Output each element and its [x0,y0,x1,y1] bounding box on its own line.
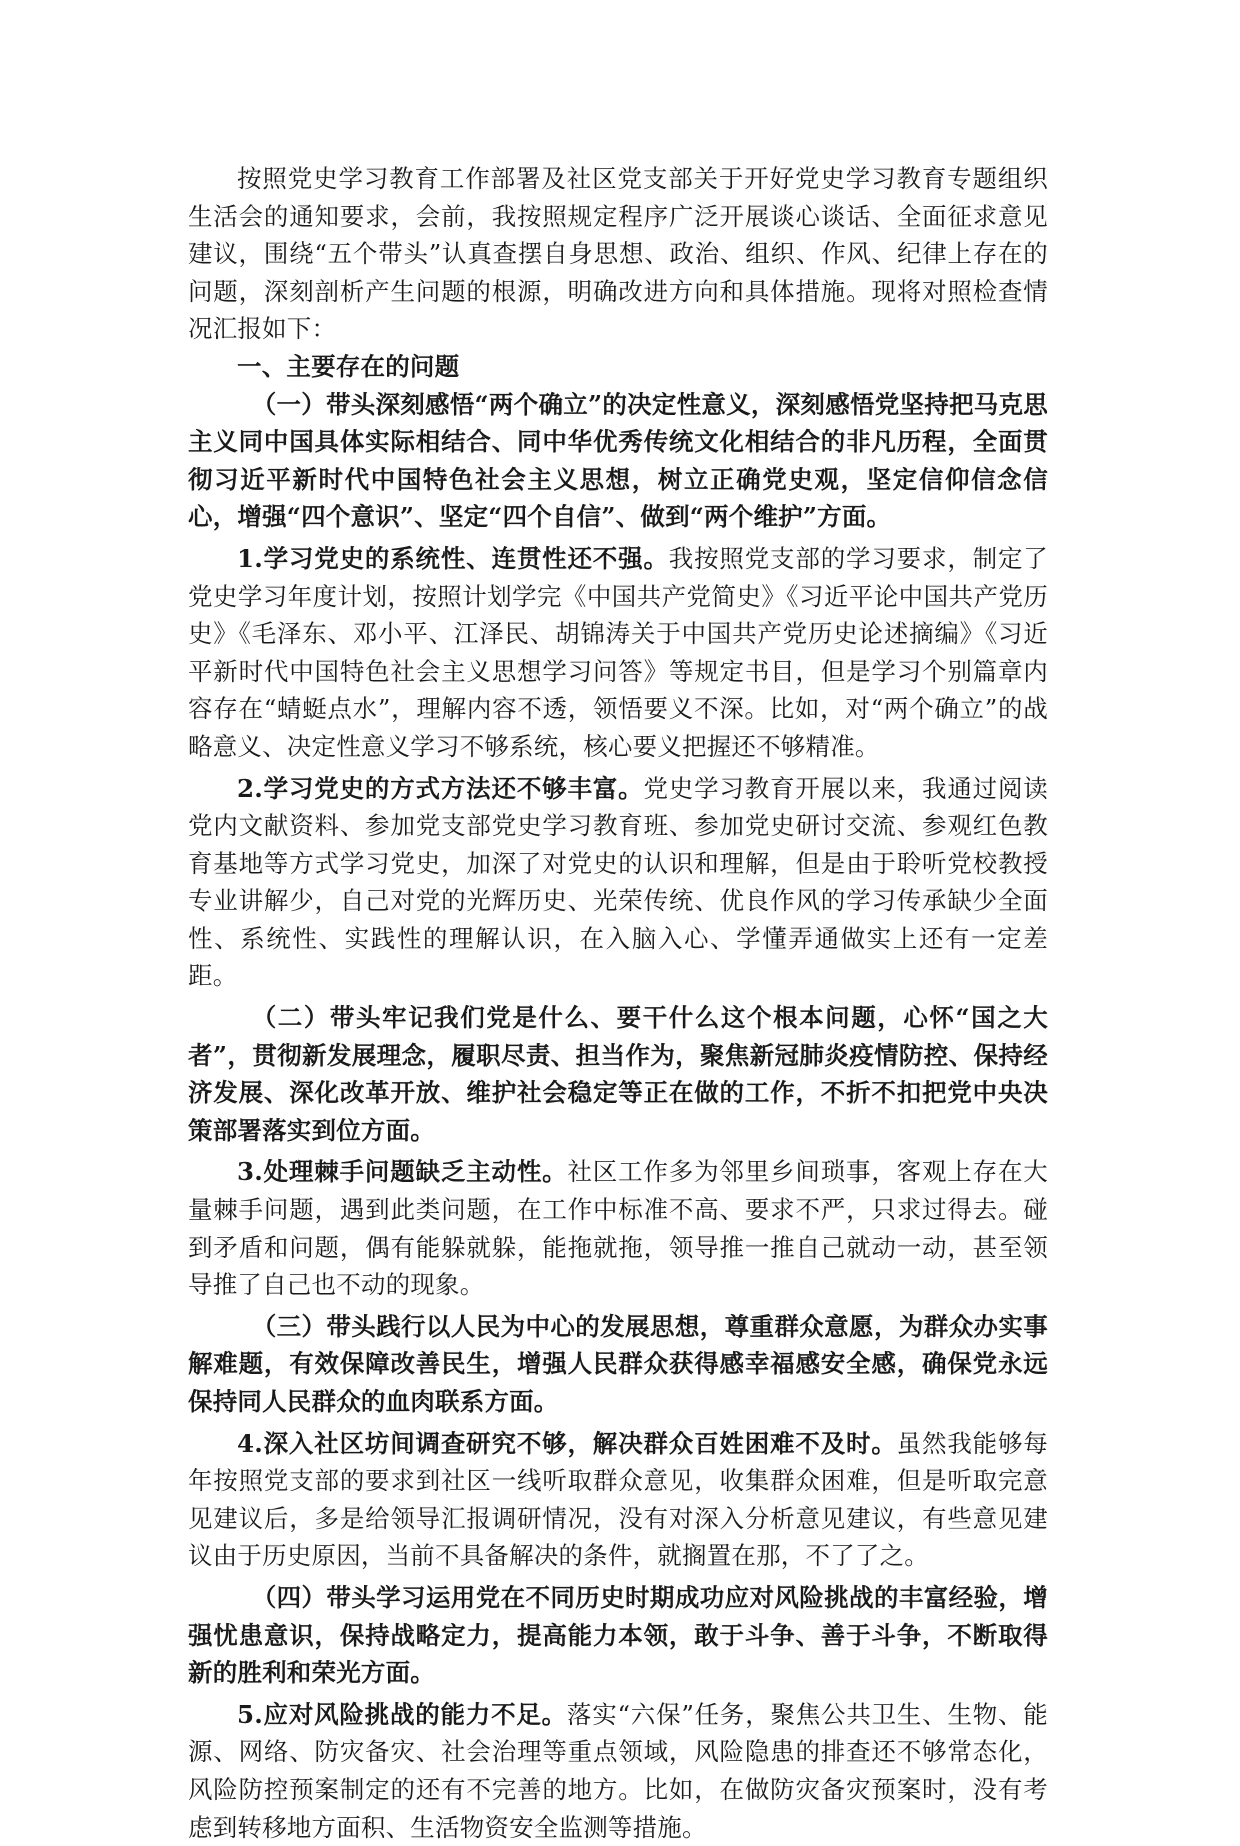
item-paragraph-5 [188,1696,1048,1846]
item-body-1: 我按照党支部的学习要求，制定了党史学习年度计划，按照计划学完《中国共产党简史》《习近平论中国共产党历史》《毛泽东、邓小平、江泽民、胡锦涛关于中国共产党历史论述摘编》《习近平新时代中国特色社会主义思想学习问答》等规定书目，但是学习个别篇章内容存在“蜻蜓点水”，理解内容不透，领悟要义不深。比如，对“两个确立”的战略意义、决定性意义学习不够系统，核心要义把握还不够精准。 [188,543,1048,761]
item-paragraph-1 [188,540,1048,766]
subsection-heading-2: （二）带头牢记我们党是什么、要干什么这个根本问题，心怀“国之大者”，贯彻新发展理念，履职尽责、担当作为，聚焦新冠肺炎疫情防控、保持经济发展、深化改革开放、维护社会稳定等正在做的工作，不折不扣把党中央决策部署落实到位方面。 [188,1003,1048,1145]
document-page [188,160,1048,1846]
subsection-heading-3: （三）带头践行以人民为中心的发展思想，尊重群众意愿，为群众办实事解难题，有效保障改善民生，增强人民群众获得感幸福感安全感，确保党永远保持同人民群众的血肉联系方面。 [188,1311,1048,1416]
item-paragraph-3 [188,1153,1048,1303]
item-paragraph-4 [188,1425,1048,1575]
item-body-5: 落实“六保”任务，聚焦公共卫生、生物、能源、网络、防灾备灾、社会治理等重点领域，风险隐患的排查还不够常态化，风险防控预案制定的还有不完善的地方。比如，在做防灾备灾预案时，没有考虑到转移地方面积、生活物资安全监测等措施。 [188,1699,1048,1842]
item-body-3: 社区工作多为邻里乡间琐事，客观上存在大量棘手问题，遇到此类问题，在工作中标准不高、要求不严，只求过得去。碰到矛盾和问题，偶有能躲就躲，能拖就拖，领导推一推自己就动一动，甚至领导推了自己也不动的现象。 [188,1157,1048,1300]
item-lead-1: 1.学习党史的系统性、连贯性还不强。 [237,543,669,573]
item-paragraph-2 [188,770,1048,996]
item-lead-2: 2.学习党史的方式方法还不够丰富。 [237,773,644,803]
item-lead-3: 3.处理棘手问题缺乏主动性。 [237,1157,568,1187]
section-heading: 一、主要存在的问题 [237,351,460,381]
item-lead-4: 4.深入社区坊间调查研究不够，解决群众百姓困难不及时。 [237,1428,897,1458]
item-body-2: 党史学习教育开展以来，我通过阅读党内文献资料、参加党支部党史学习教育班、参加党史研讨交流、参观红色教育基地等方式学习党史，加深了对党史的认识和理解，但是由于聆听党校教授专业讲解少，自己对党的光辉历史、光荣传统、优良作风的学习传承缺少全面性、系统性、实践性的理解认识，在入脑入心、学懂弄通做实上还有一定差距。 [188,773,1048,991]
subsection-heading-1: （一）带头深刻感悟“两个确立”的决定性意义，深刻感悟党坚持把马克思主义同中国具体实际相结合、同中华优秀传统文化相结合的非凡历程，全面贯彻习近平新时代中国特色社会主义思想，树立正确党史观，坚定信仰信念信心，增强“四个意识”、坚定“四个自信”、做到“两个维护”方面。 [188,389,1048,532]
item-body-4: 虽然我能够每年按照党支部的要求到社区一线听取群众意见，收集群众困难，但是听取完意见建议后，多是给领导汇报调研情况，没有对深入分析意见建议，有些意见建议由于历史原因，当前不具备解决的条件，就搁置在那，不了了之。 [188,1428,1048,1571]
intro-paragraph: 按照党史学习教育工作部署及社区党支部关于开好党史学习教育专题组织生活会的通知要求，会前，我按照规定程序广泛开展谈心谈话、全面征求意见建议，围绕“五个带头”认真查摆自身思想、政治、组织、作风、纪律上存在的问题，深刻剖析产生问题的根源，明确改进方向和具体措施。现将对照检查情况汇报如下： [188,164,1048,344]
item-lead-5: 5.应对风险挑战的能力不足。 [237,1699,567,1729]
subsection-heading-4: （四）带头学习运用党在不同历史时期成功应对风险挑战的丰富经验，增强忧患意识，保持战略定力，提高能力本领，敢于斗争、善于斗争，不断取得新的胜利和荣光方面。 [188,1582,1048,1688]
